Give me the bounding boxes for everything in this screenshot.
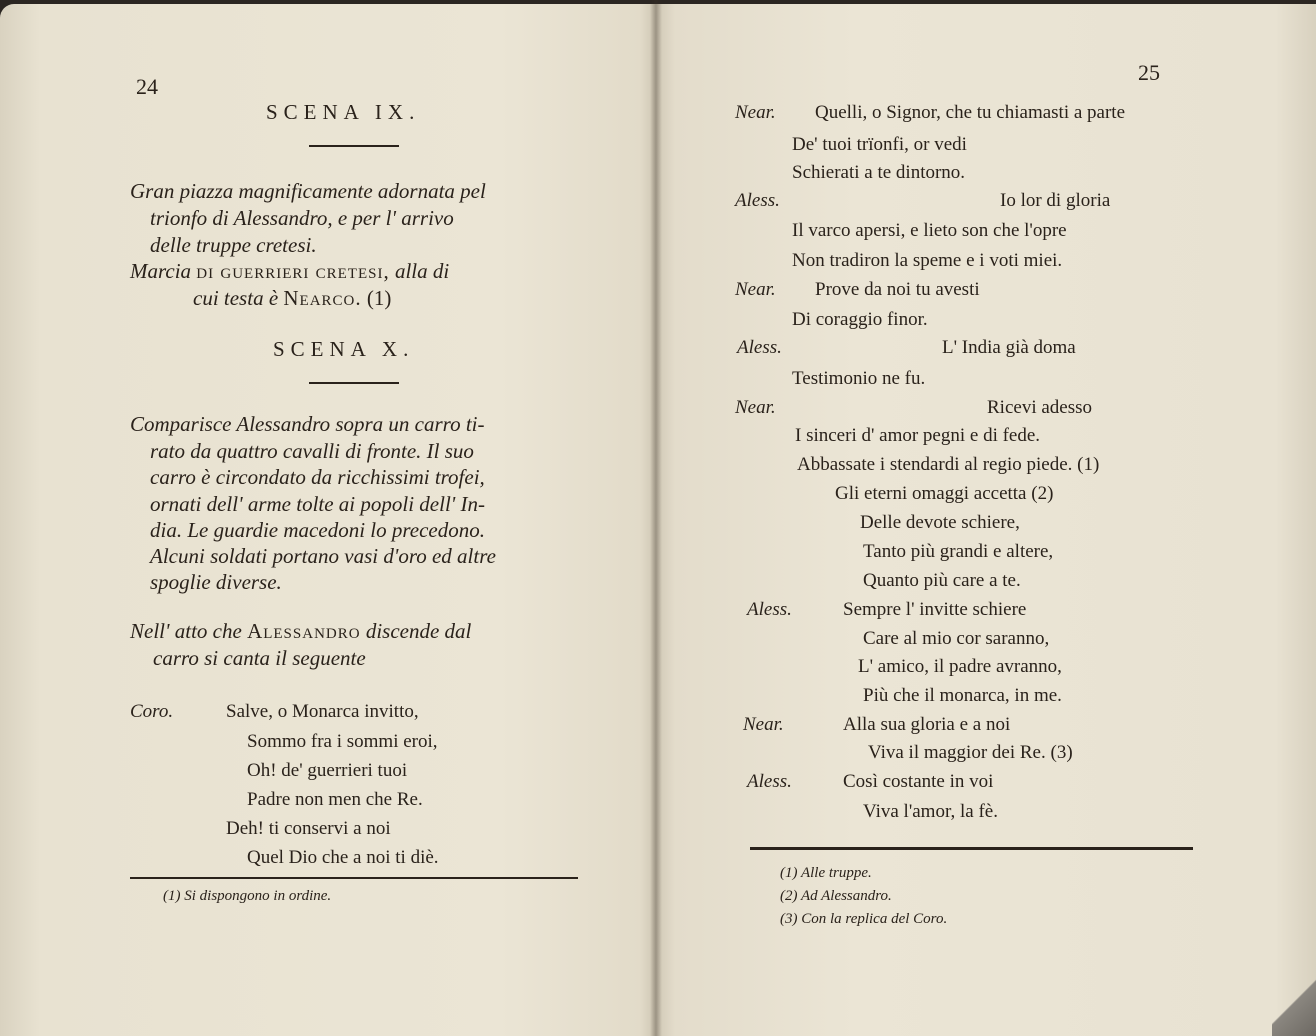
verse-line: Abbassate i stendardi al regio piede. (1): [797, 454, 1100, 475]
verse-line: Io lor di gloria: [1000, 190, 1111, 211]
march-prefix: Marcia: [130, 259, 192, 283]
march-line-2: [193, 285, 391, 312]
verse-line: Tanto più grandi e altere,: [863, 541, 1054, 562]
verse-line: Prove da noi tu avesti: [815, 279, 980, 300]
alessandro-name: Alessandro: [247, 619, 361, 643]
footnote-text: (1) Alle truppe.: [780, 865, 872, 881]
stage-direction-line: Comparisce Alessandro sopra un carro ti-: [130, 412, 485, 436]
march-line2-prefix: cui testa è: [193, 286, 279, 310]
stage-direction-line: rato da quattro cavalli di fronte. Il suo: [150, 439, 474, 463]
book-gutter: [650, 0, 662, 1036]
page-number-left: 24: [136, 74, 158, 99]
verse-line: Salve, o Monarca invitto,: [226, 701, 419, 722]
scene-ix-title: SCENA IX.: [266, 100, 421, 124]
speaker-label: Near.: [735, 102, 776, 123]
verse-line: Viva l'amor, la fè.: [863, 801, 998, 822]
scene-x-title: SCENA X.: [273, 337, 415, 361]
verse-line: Più che il monarca, in me.: [863, 685, 1062, 706]
verse-line: Sommo fra i sommi eroi,: [247, 731, 438, 752]
verse-line: Care al mio cor saranno,: [863, 628, 1050, 649]
verse-line: Il varco apersi, e lieto son che l'opre: [792, 220, 1067, 241]
scene-ix-rule: [309, 145, 399, 147]
verse-line: Testimonio ne fu.: [792, 368, 926, 389]
verse-line: Alla sua gloria e a noi: [843, 714, 1011, 735]
footnote-marker: (1): [366, 286, 392, 310]
right-page: [655, 4, 1316, 1036]
page-number-right: 25: [1138, 60, 1160, 85]
stage-direction-line: trionfo di Alessandro, e per l' arrivo: [150, 206, 454, 230]
speaker-label: Near.: [735, 279, 776, 300]
nearco-name: Nearco.: [283, 286, 362, 310]
verse-line: Di coraggio finor.: [792, 309, 928, 330]
scene-x-rule: [309, 382, 399, 384]
atto-line-2: carro si canta il seguente: [153, 646, 366, 670]
verse-line: Ricevi adesso: [987, 397, 1093, 418]
verse-line: Sempre l' invitte schiere: [843, 599, 1027, 620]
verse-line: Padre non men che Re.: [247, 789, 423, 810]
footnote-text: (3) Con la replica del Coro.: [780, 911, 948, 927]
verse-line: Quel Dio che a noi ti diè.: [247, 847, 439, 868]
atto-suffix: discende dal: [365, 619, 472, 643]
verse-line: Schierati a te dintorno.: [792, 162, 966, 183]
verse-line: Viva il maggior dei Re. (3): [868, 742, 1073, 763]
speaker-label: Aless.: [747, 599, 792, 620]
footnote-rule: [750, 847, 1193, 850]
verse-line: Deh! ti conservi a noi: [226, 818, 391, 839]
page-corner: [1272, 966, 1316, 1036]
speaker-coro: Coro.: [130, 701, 174, 722]
speaker-label: Near.: [743, 714, 784, 735]
stage-direction-line: ornati dell' arme tolte ai popoli dell' In-: [150, 492, 486, 516]
speaker-label: Near.: [735, 397, 776, 418]
footnote-rule: [130, 877, 578, 879]
verse-line: Quelli, o Signor, che tu chiamasti a parte: [815, 102, 1126, 123]
verse-line: L' amico, il padre avranno,: [858, 656, 1062, 677]
footnote-text: (1) Si dispongono in ordine.: [163, 888, 332, 904]
stage-direction-line: spoglie diverse.: [150, 570, 282, 594]
speaker-label: Aless.: [735, 190, 780, 211]
stage-direction-line: Alcuni soldati portano vasi d'oro ed altre: [150, 544, 496, 568]
march-line: [130, 258, 449, 285]
march-caps: di guerrieri cretesi,: [196, 259, 390, 283]
verse-line: Gli eterni omaggi accetta (2): [835, 483, 1054, 504]
speaker-label: Aless.: [737, 337, 782, 358]
verse-line: Oh! de' guerrieri tuoi: [247, 760, 408, 781]
verse-line: De' tuoi trïonfi, or vedi: [792, 134, 967, 155]
march-suffix: alla di: [394, 259, 450, 283]
stage-direction-line: carro è circondato da ricchissimi trofei,: [150, 465, 485, 489]
speaker-label: Aless.: [747, 771, 792, 792]
footnote-text: (2) Ad Alessandro.: [780, 888, 892, 904]
verse-line: L' India già doma: [942, 337, 1076, 358]
atto-line: [130, 618, 471, 645]
stage-direction-line: Gran piazza magnificamente adornata pel: [130, 179, 486, 203]
verse-line: Delle devote schiere,: [860, 512, 1020, 533]
stage-direction-line: dia. Le guardie macedoni lo precedono.: [150, 518, 485, 542]
verse-line: Quanto più care a te.: [863, 570, 1021, 591]
atto-prefix: Nell' atto che: [130, 619, 242, 643]
verse-line: I sinceri d' amor pegni e di fede.: [795, 425, 1041, 446]
left-page: [0, 4, 655, 1036]
verse-line: Non tradiron la speme e i voti miei.: [792, 250, 1063, 271]
stage-direction-line: delle truppe cretesi.: [150, 233, 317, 257]
verse-line: Così costante in voi: [843, 771, 994, 792]
